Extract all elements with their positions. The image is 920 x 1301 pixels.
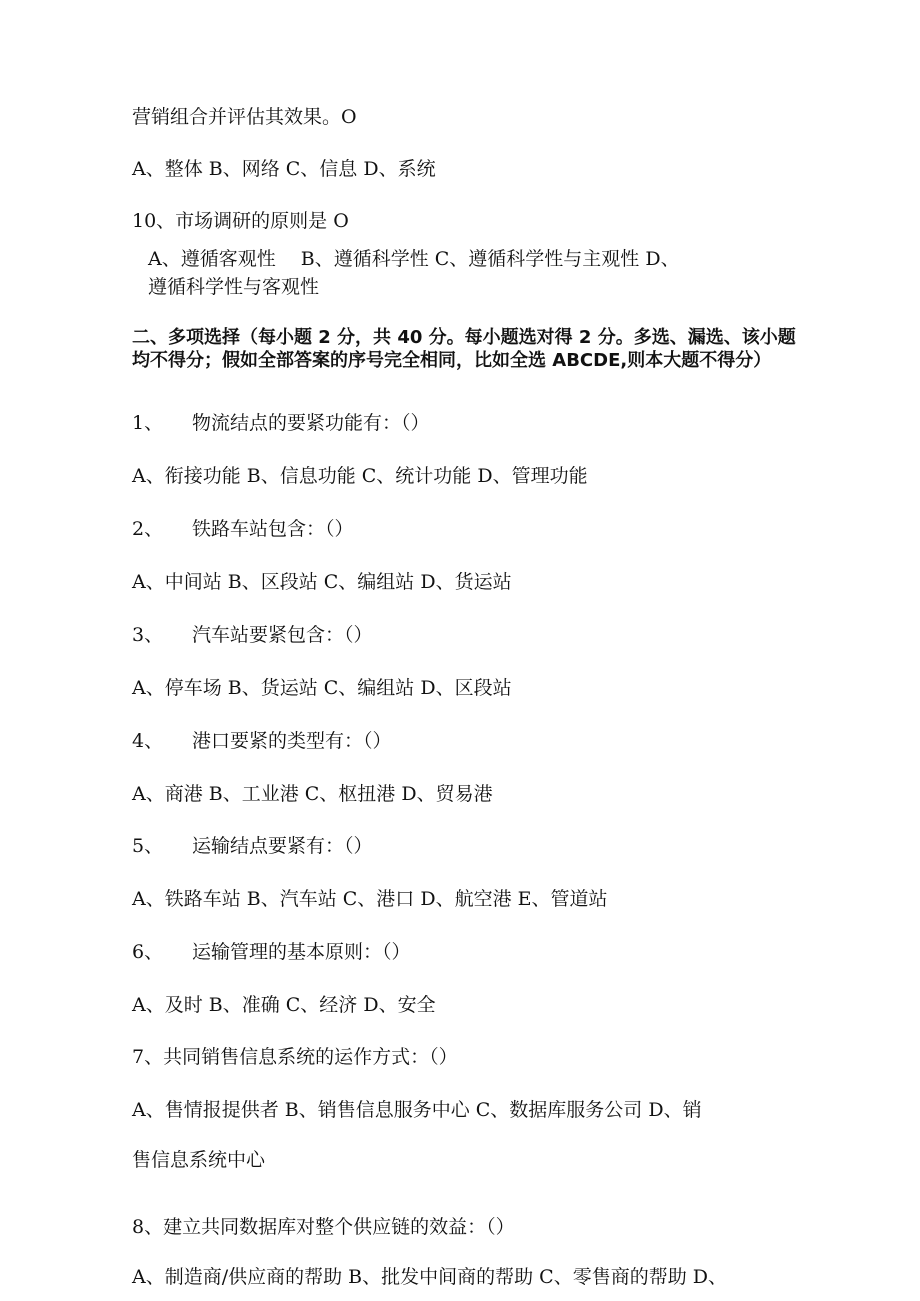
question-number: 2、 xyxy=(132,518,164,540)
question-item xyxy=(132,516,354,542)
answer-options-continued: 遵循科学性与客观性 xyxy=(148,276,320,298)
answer-options: A、制造商/供应商的帮助 B、批发中间商的帮助 C、零售商的帮助 D、 xyxy=(132,1266,727,1288)
answer-options: A、遵循客观性 B、遵循科学性 C、遵循科学性与主观性 D、 xyxy=(148,248,680,270)
answer-options: A、商港 B、工业港 C、枢扭港 D、贸易港 xyxy=(132,783,493,805)
question-text: 运输结点要紧有：（） xyxy=(192,835,373,857)
question-item xyxy=(132,728,392,754)
answer-options: A、及时 B、准确 C、经济 D、安全 xyxy=(132,994,436,1016)
question-7: 7、共同销售信息系统的运作方式：（） xyxy=(132,1046,458,1068)
text-line: 营销组合并评估其效果。O xyxy=(132,106,357,128)
answer-options: A、售情报提供者 B、销售信息服务中心 C、数据库服务公司 D、销 xyxy=(132,1099,702,1121)
answer-options: A、中间站 B、区段站 C、编组站 D、货运站 xyxy=(132,571,512,593)
question-number: 3、 xyxy=(132,624,164,646)
question-item xyxy=(132,939,411,965)
section-heading: 二、多项选择（每小题 2 分，共 40 分。每小题选对得 2 分。多选、漏选、该小题均不得分；假如全部答案的序号完全相同，比如全选 ABCDE,则本大题不得分） xyxy=(132,327,796,371)
question-number: 6、 xyxy=(132,941,164,963)
question-text: 汽车站要紧包含：（） xyxy=(192,624,373,646)
question-8: 8、建立共同数据库对整个供应链的效益：（） xyxy=(132,1216,515,1238)
answer-options: A、整体 B、网络 C、信息 D、系统 xyxy=(132,158,436,180)
question-number: 5、 xyxy=(132,835,164,857)
question-text: 物流结点的要紧功能有：（） xyxy=(192,412,430,434)
question-item xyxy=(132,622,373,648)
answer-options-continued: 售信息系统中心 xyxy=(132,1149,266,1171)
question-number: 1、 xyxy=(132,412,164,434)
question-10: 10、市场调研的原则是 O xyxy=(132,210,349,232)
answer-options: A、停车场 B、货运站 C、编组站 D、区段站 xyxy=(132,677,512,699)
answer-options: A、铁路车站 B、汽车站 C、港口 D、航空港 E、管道站 xyxy=(132,888,608,910)
question-item xyxy=(132,833,373,859)
answer-options: A、衔接功能 B、信息功能 C、统计功能 D、管理功能 xyxy=(132,465,588,487)
question-text: 铁路车站包含：（） xyxy=(192,518,354,540)
question-item xyxy=(132,410,430,436)
question-text: 港口要紧的类型有：（） xyxy=(192,730,392,752)
question-text: 运输管理的基本原则：（） xyxy=(192,941,411,963)
question-number: 4、 xyxy=(132,730,164,752)
